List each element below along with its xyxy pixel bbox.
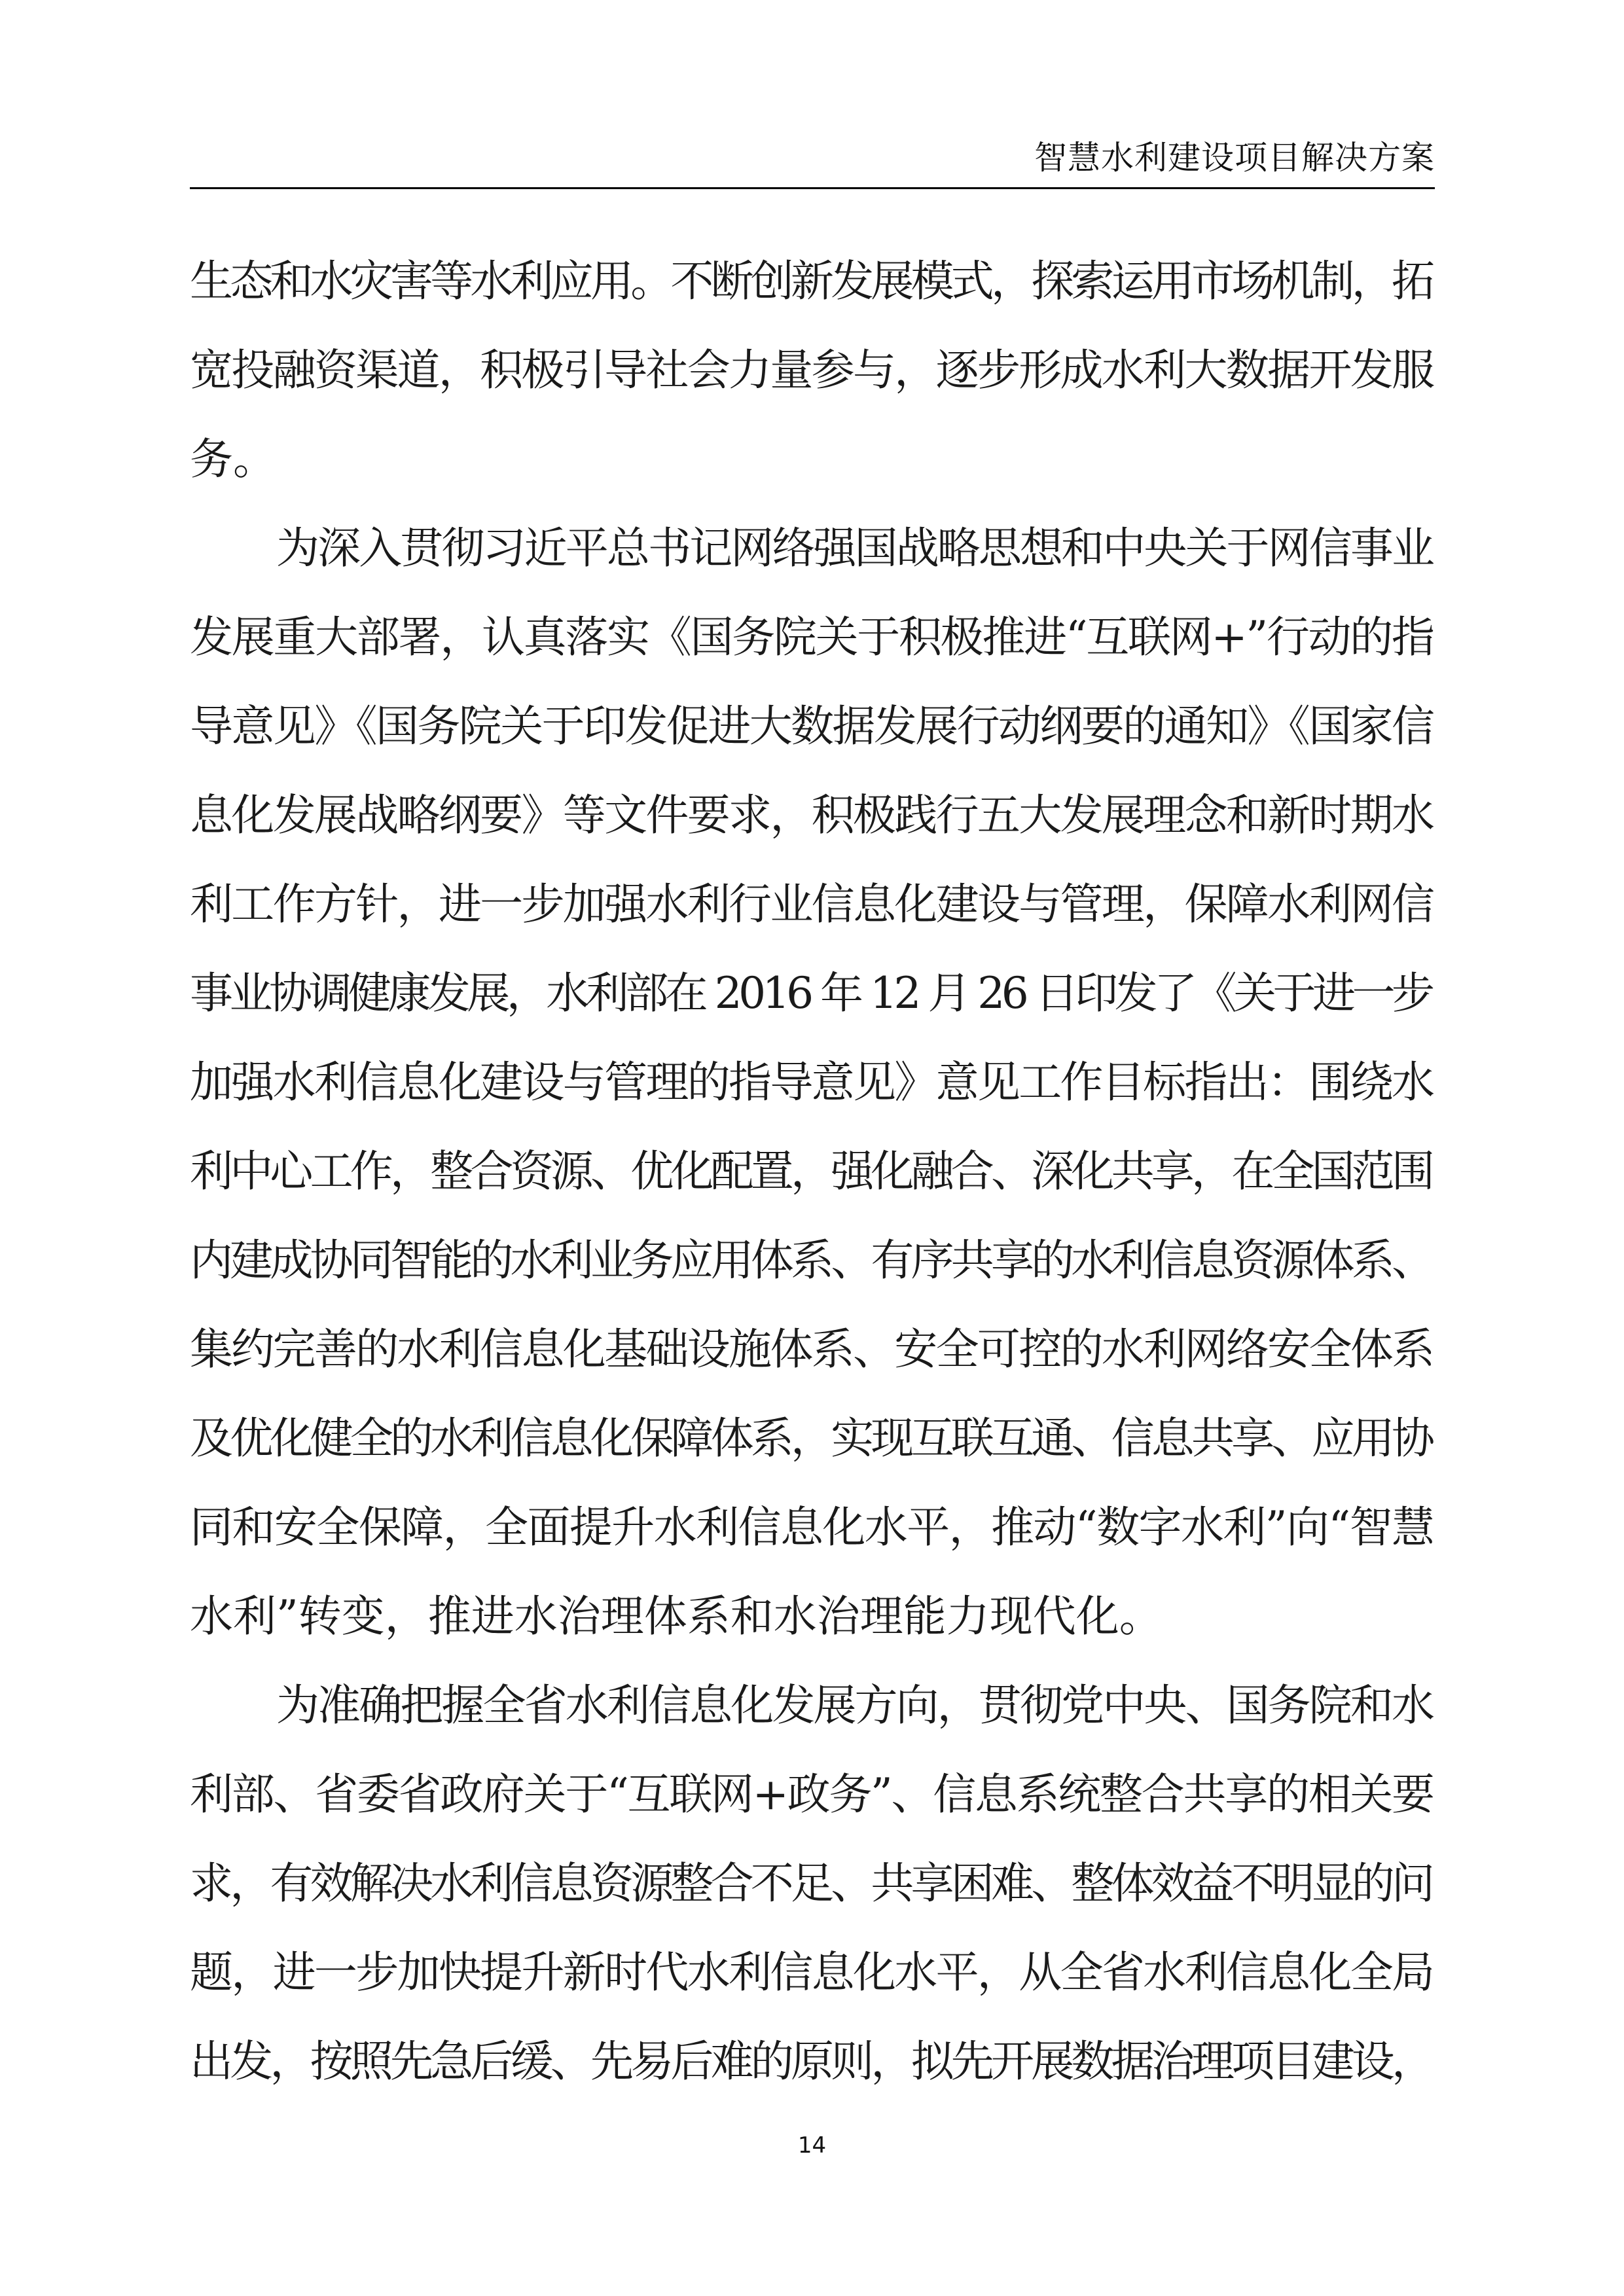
text-line: 导意见》《国务院关于印发促进大数据发展行动纲要的通知》《国家信	[190, 701, 1434, 751]
text-line: 题，进一步加快提升新时代水利信息化水平，从全省水利信息化全局	[190, 1947, 1434, 1998]
text-line: 发展重大部署，认真落实《国务院关于积极推进“互联网+”行动的指	[190, 612, 1434, 662]
text-line: 利工作方针，进一步加强水利行业信息化建设与管理，保障水利网信	[190, 879, 1434, 929]
document-body	[190, 237, 1435, 2106]
text-line: 求，有效解决水利信息资源整合不足、共享困难、整体效益不明显的问	[190, 1858, 1432, 1909]
text-line: 利部、省委省政府关于“互联网+政务”、信息系统整合共享的相关要	[190, 1769, 1434, 1820]
page-number: 14	[797, 2132, 827, 2159]
text-line: 加强水利信息化建设与管理的指导意见》意见工作目标指出：围绕水	[190, 1057, 1434, 1107]
document-title: 智慧水利建设项目解决方案	[1034, 139, 1435, 177]
text-line: 出发，按照先急后缓、先易后难的原则，拟先开展数据治理项目建设，	[190, 2036, 1432, 2087]
page-header	[190, 131, 1435, 189]
text-line: 务。	[190, 434, 276, 484]
text-line: 内建成协同智能的水利业务应用体系、有序共享的水利信息资源体系、	[190, 1235, 1432, 1285]
text-line: 息化发展战略纲要》等文件要求，积极践行五大发展理念和新时期水	[190, 790, 1434, 840]
text-line: 生态和水灾害等水利应用。不断创新发展模式，探索运用市场机制，拓	[190, 256, 1432, 306]
text-line: 集约完善的水利信息化基础设施体系、安全可控的水利网络安全体系	[190, 1324, 1434, 1374]
text-line: 同和安全保障，全面提升水利信息化水平，推动“数字水利”向“智慧	[190, 1502, 1434, 1552]
text-line: 为深入贯彻习近平总书记网络强国战略思想和中央关于网信事业	[276, 523, 1434, 573]
text-line: 及优化健全的水利信息化保障体系，实现互联互通、信息共享、应用协	[190, 1413, 1432, 1463]
text-line: 宽投融资渠道，积极引导社会力量参与，逐步形成水利大数据开发服	[190, 345, 1434, 395]
text-line: 事业协调健康发展，水利部在 2016 年 12 月 26 日印发了《关于进一步	[190, 968, 1432, 1018]
text-line: 水利”转变，推进水治理体系和水治理能力现代化。	[190, 1591, 1163, 1641]
text-line: 为准确把握全省水利信息化发展方向，贯彻党中央、国务院和水	[276, 1680, 1434, 1731]
text-line: 利中心工作，整合资源、优化配置，强化融合、深化共享，在全国范围	[190, 1146, 1432, 1196]
